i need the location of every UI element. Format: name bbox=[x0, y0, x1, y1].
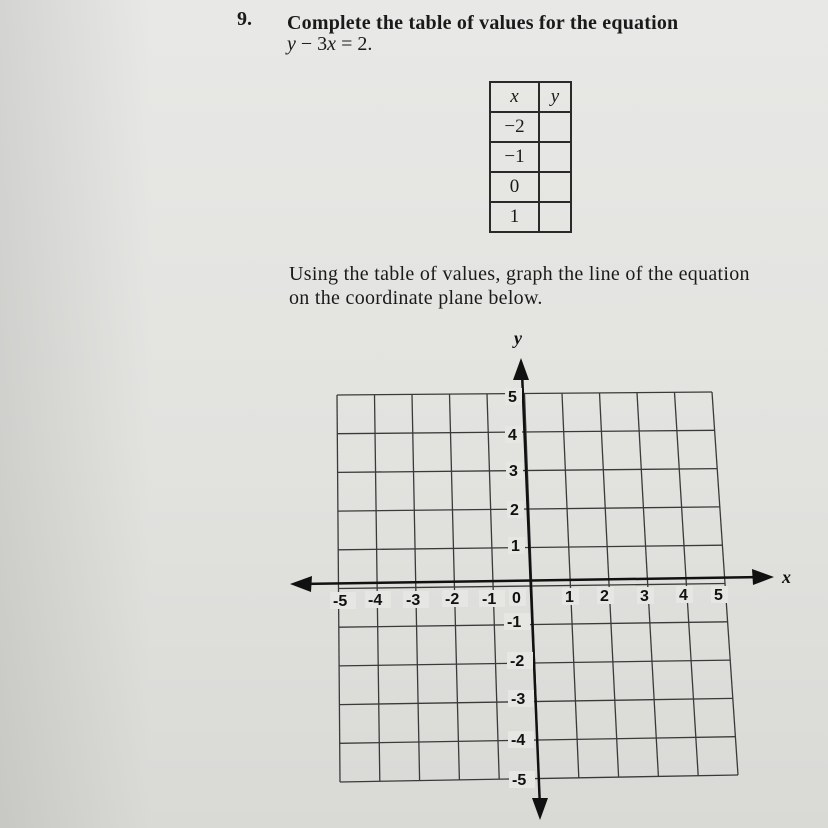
question-prompt: Complete the table of values for the equation bbox=[287, 12, 679, 34]
x-tick-label: -4 bbox=[368, 592, 383, 609]
y-tick-label: 1 bbox=[511, 538, 520, 555]
x-axis-label: x bbox=[782, 567, 791, 587]
x-tick-label: 0 bbox=[512, 590, 521, 607]
table-cell-x: −2 bbox=[490, 112, 539, 142]
y-axis-label: y bbox=[514, 328, 522, 348]
y-tick-label: 2 bbox=[510, 502, 519, 519]
y-tick-label: 4 bbox=[508, 427, 517, 444]
x-tick-label: -3 bbox=[406, 592, 421, 609]
question-number: 9. bbox=[237, 8, 252, 30]
equation-middle: − 3 bbox=[295, 33, 328, 55]
x-tick-label: 1 bbox=[565, 589, 574, 606]
table-header-x: x bbox=[490, 82, 539, 112]
plane-axes bbox=[290, 358, 774, 820]
y-tick-label: -4 bbox=[511, 732, 526, 749]
x-tick-label: 3 bbox=[640, 588, 649, 605]
plane-tick-labels bbox=[330, 388, 728, 789]
x-tick-label: -5 bbox=[333, 593, 348, 610]
equation-rhs: = 2. bbox=[336, 33, 373, 55]
table-cell-x: 1 bbox=[490, 202, 539, 232]
x-axis-right-arrow bbox=[752, 569, 774, 585]
y-tick-label: -1 bbox=[507, 614, 522, 631]
y-tick-label: 3 bbox=[509, 463, 518, 480]
equation-x: x bbox=[327, 33, 337, 55]
x-tick-label: 4 bbox=[679, 587, 688, 604]
table-header-y: y bbox=[539, 82, 571, 112]
y-axis-up-arrow bbox=[513, 358, 529, 380]
table-cell-x: −1 bbox=[490, 142, 539, 172]
x-axis-left-arrow bbox=[290, 576, 312, 592]
y-tick-label: 5 bbox=[508, 389, 517, 406]
x-tick-label: -1 bbox=[482, 591, 497, 608]
graph-instruction: Using the table of values, graph the line of the equation on the coordinate plane below. bbox=[289, 263, 750, 309]
x-tick-label: -2 bbox=[445, 591, 460, 608]
x-tick-label: 5 bbox=[714, 587, 723, 604]
y-axis-down-arrow bbox=[532, 798, 548, 820]
y-tick-label: -3 bbox=[511, 691, 526, 708]
table-cell-x: 0 bbox=[490, 172, 539, 202]
y-tick-label: -5 bbox=[512, 772, 527, 789]
x-tick-label: 2 bbox=[600, 588, 609, 605]
equation-y: y bbox=[287, 33, 296, 55]
y-tick-label: -2 bbox=[510, 653, 525, 670]
